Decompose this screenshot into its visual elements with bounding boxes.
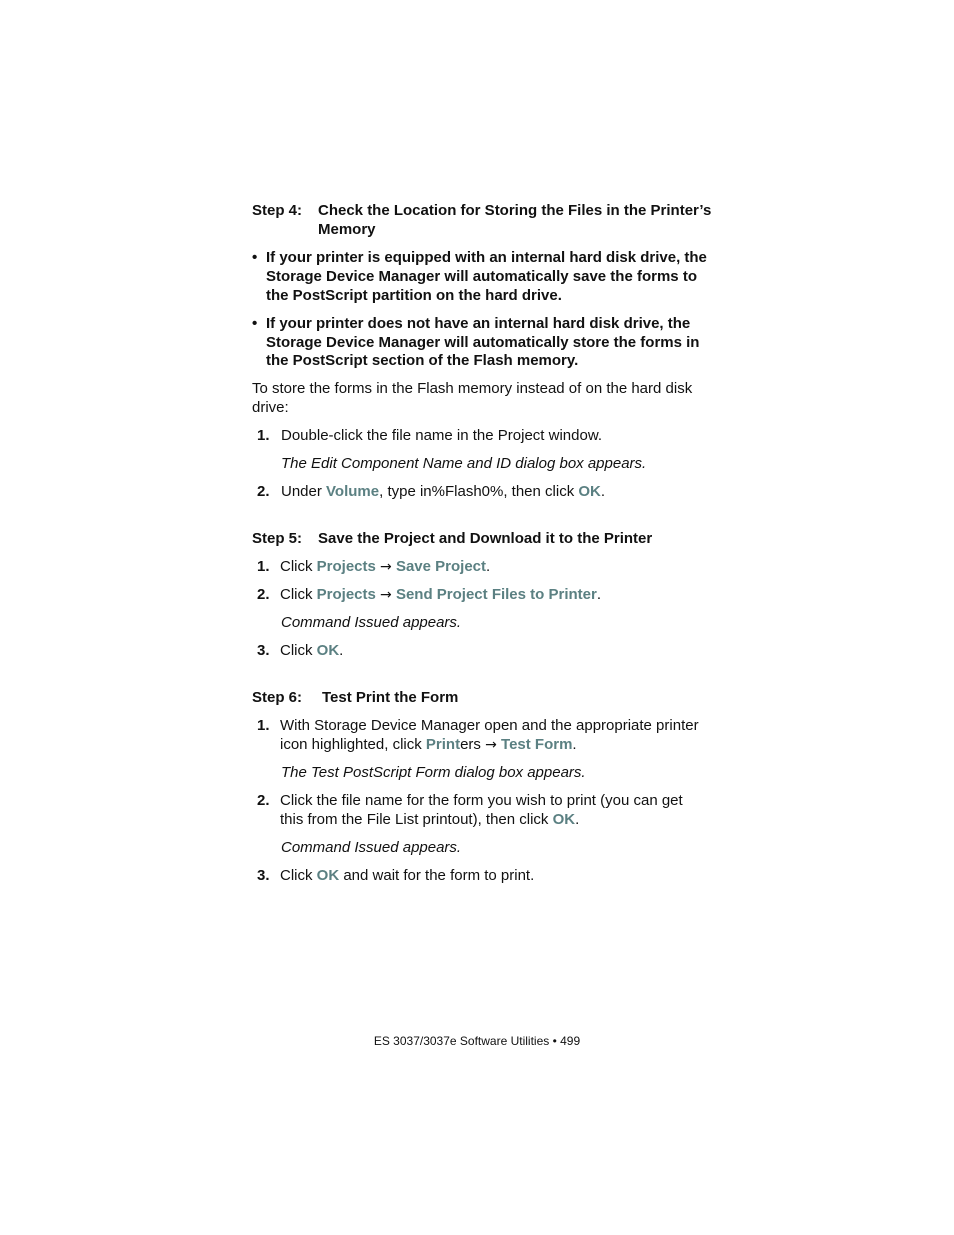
step4-item1-text: Double-click the file name in the Project window. [281, 427, 602, 444]
step4-item2-text: Under Volume, type in%Flash0%, then click OK. [281, 483, 606, 500]
bullet-icon: • [252, 249, 258, 266]
step6-item2-result: Command Issued appears. [281, 839, 462, 856]
step-number: 2. [257, 586, 270, 603]
volume-link: Volume [326, 483, 380, 500]
step6-item3-text: Click OK and wait for the form to print. [280, 867, 535, 884]
step5-item1-text: Click Projects → Save Project. [280, 558, 491, 575]
arrow-icon: → [380, 587, 392, 603]
step4-title-line1: Check the Location for Storing the Files in the Printer’s [318, 202, 712, 219]
arrow-icon: → [485, 737, 497, 753]
step-number: 3. [257, 867, 270, 884]
send-project-files-link: Send Project Files to Printer [395, 586, 597, 603]
step5-item2-text: Click Projects → Send Project Files to Printer. [280, 586, 602, 603]
bullet2-line3: the PostScript section of the Flash memory. [266, 352, 579, 369]
bullet2-line1: If your printer does not have an internal hard disk drive, the [266, 315, 691, 332]
page-footer: ES 3037/3037e Software Utilities • 499 [373, 1034, 581, 1048]
bullet2-line2: Storage Device Manager will automatically store the forms in [266, 334, 700, 351]
intro-line1: To store the forms in the Flash memory instead of on the hard disk [252, 380, 693, 397]
step-number: 3. [257, 642, 270, 659]
ok-link: OK [552, 811, 576, 828]
step-number: 1. [257, 717, 270, 734]
step6-title: Test Print the Form [322, 689, 459, 706]
step5-label: Step 5: [252, 530, 303, 547]
step-number: 2. [257, 792, 270, 809]
step6-item1-line2: icon highlighted, click Printers → Test Form. [280, 736, 577, 753]
save-project-link: Save Project [395, 558, 487, 575]
step4-title-line2: Memory [318, 221, 376, 238]
ok-link: OK [316, 642, 340, 659]
printers-link: Print [425, 736, 461, 753]
projects-link: Projects [316, 586, 376, 603]
step6-label: Step 6: [252, 689, 303, 706]
arrow-icon: → [380, 559, 392, 575]
ok-link: OK [316, 867, 340, 884]
step-number: 1. [257, 558, 270, 575]
step-number: 2. [257, 483, 270, 500]
step5-title: Save the Project and Download it to the Printer [318, 530, 653, 547]
bullet1-line3: the PostScript partition on the hard drive. [266, 287, 562, 304]
step4-item1-result: The Edit Component Name and ID dialog box appears. [281, 455, 647, 472]
step4-label: Step 4: [252, 202, 303, 219]
step6-item1-line1: With Storage Device Manager open and the appropriate printer [280, 717, 699, 734]
step5-item3-text: Click OK. [280, 642, 344, 659]
projects-link: Projects [316, 558, 376, 575]
step-number: 1. [257, 427, 270, 444]
step5-item2-result: Command Issued appears. [281, 614, 462, 631]
bullet1-line1: If your printer is equipped with an internal hard disk drive, the [266, 249, 707, 266]
ok-link: OK [578, 483, 601, 500]
test-form-link: Test Form [501, 736, 573, 753]
bullet1-line2: Storage Device Manager will automatically save the forms to [266, 268, 697, 285]
step6-item2-line1: Click the file name for the form you wish to print (you can get [280, 792, 683, 809]
bullet-icon: • [252, 315, 258, 332]
step6-item2-line2: this from the File List printout), then click OK. [280, 811, 580, 828]
intro-line2: drive: [252, 399, 289, 416]
step6-item1-result: The Test PostScript Form dialog box appears. [281, 764, 586, 781]
